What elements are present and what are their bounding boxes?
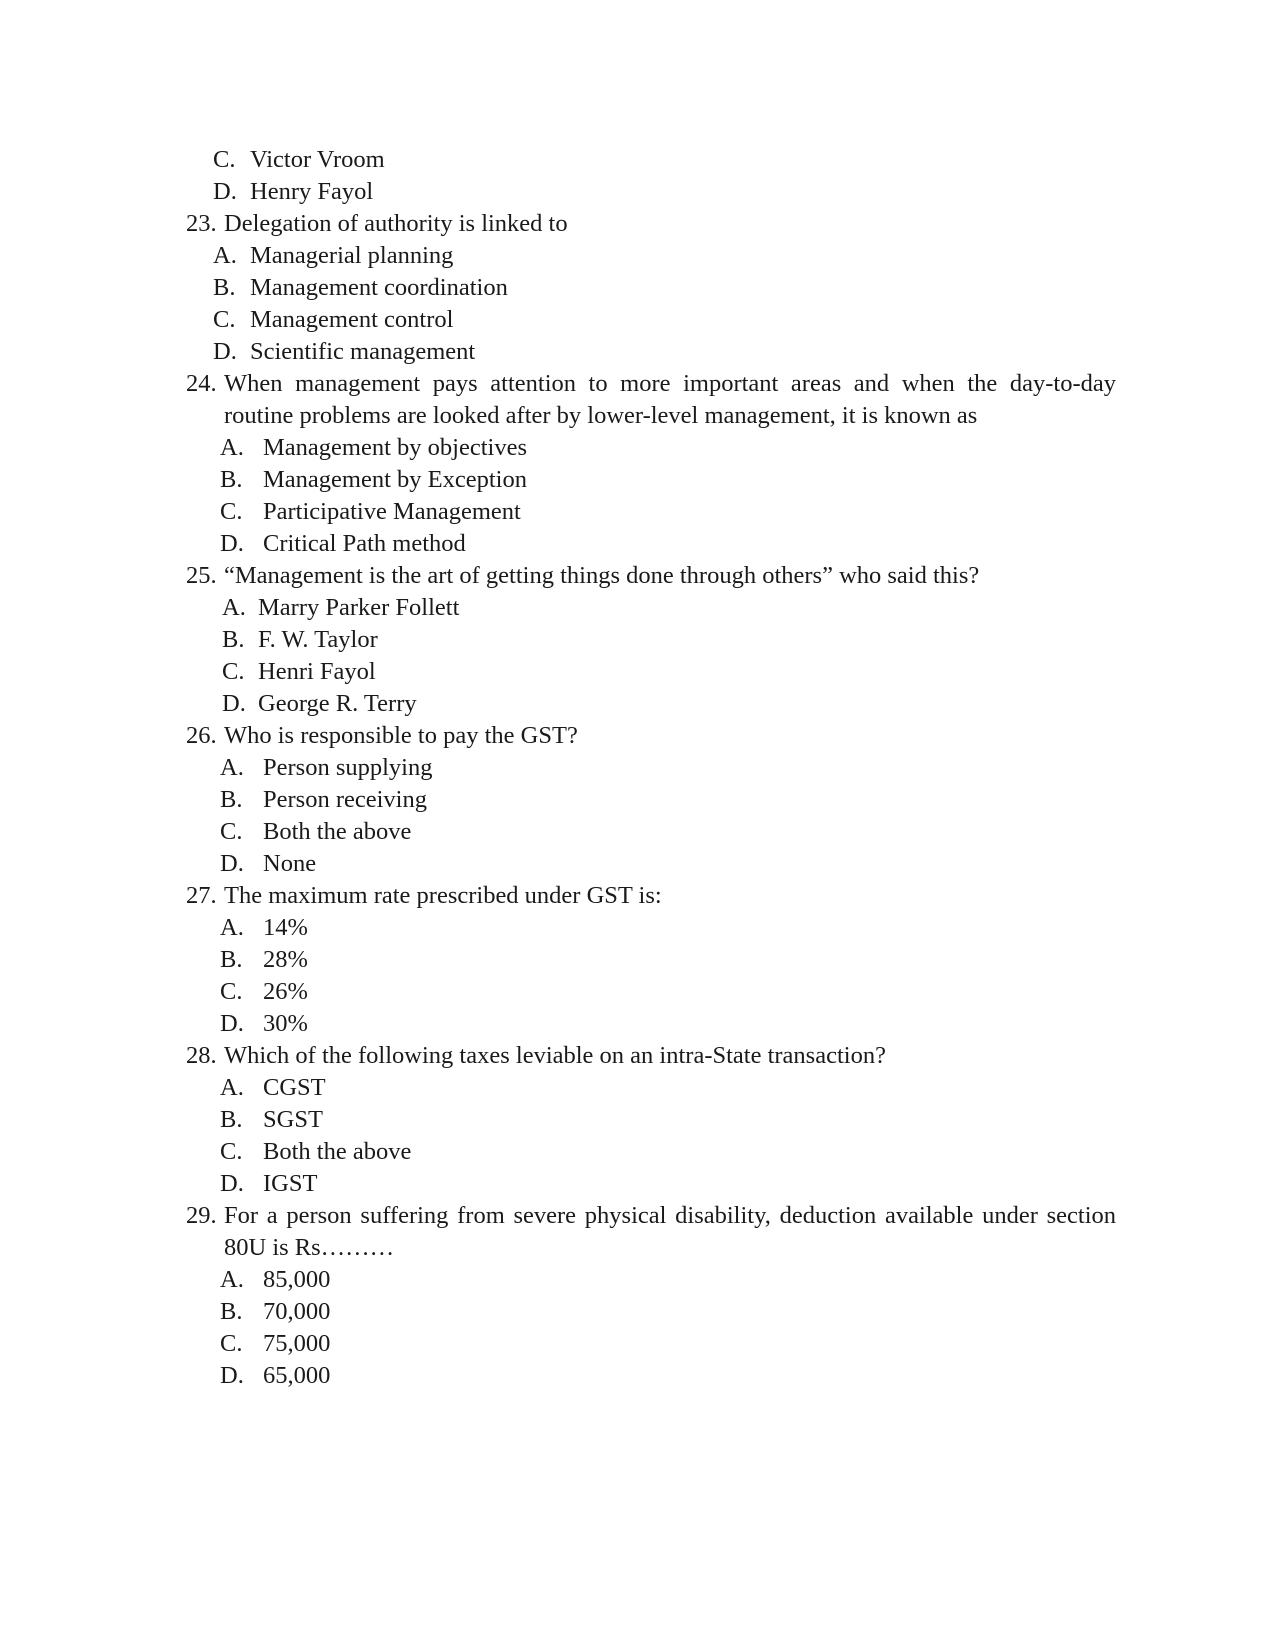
option-text: 75,000 bbox=[263, 1330, 331, 1357]
option-label: B. bbox=[220, 466, 243, 493]
option-text: Person supplying bbox=[263, 754, 433, 781]
option-text: Henri Fayol bbox=[258, 658, 376, 685]
option-label: D. bbox=[213, 178, 237, 205]
option-text: SGST bbox=[263, 1106, 323, 1133]
option-label: A. bbox=[220, 1074, 244, 1101]
option-label: C. bbox=[213, 146, 236, 173]
option-text: 65,000 bbox=[263, 1362, 331, 1389]
option-label: A. bbox=[220, 754, 244, 781]
option-label: D. bbox=[220, 1362, 244, 1389]
option-label: C. bbox=[220, 818, 243, 845]
option-label: A. bbox=[220, 434, 244, 461]
question-number: 24. bbox=[186, 370, 217, 397]
option-label: B. bbox=[213, 274, 236, 301]
question-number: 28. bbox=[186, 1042, 217, 1069]
option-text: Henry Fayol bbox=[250, 178, 374, 205]
option-text: Both the above bbox=[263, 818, 412, 845]
option-label: C. bbox=[213, 306, 236, 333]
question-number: 25. bbox=[186, 562, 217, 589]
question-text: Delegation of authority is linked to bbox=[224, 210, 568, 237]
option-label: D. bbox=[213, 338, 237, 365]
option-label: D. bbox=[220, 1170, 244, 1197]
option-label: B. bbox=[220, 1106, 243, 1133]
question-text: Who is responsible to pay the GST? bbox=[224, 722, 578, 749]
option-label: B. bbox=[220, 1298, 243, 1325]
option-text: Both the above bbox=[263, 1138, 412, 1165]
option-label: A. bbox=[220, 914, 244, 941]
option-text: George R. Terry bbox=[258, 690, 417, 717]
option-text: Victor Vroom bbox=[250, 146, 385, 173]
question-text-line-1: For a person suffering from severe physical disability, deduction available under section bbox=[224, 1202, 1116, 1229]
option-label: C. bbox=[220, 1330, 243, 1357]
option-text: Scientific management bbox=[250, 338, 476, 365]
question-text: “Management is the art of getting things done through others” who said this? bbox=[224, 562, 980, 589]
question-text-line-1: When management pays attention to more important areas and when the day-to-day bbox=[224, 370, 1116, 397]
option-label: D. bbox=[220, 530, 244, 557]
option-label: D. bbox=[222, 690, 246, 717]
option-text: Management coordination bbox=[250, 274, 508, 301]
option-label: A. bbox=[220, 1266, 244, 1293]
option-text: Management control bbox=[250, 306, 454, 333]
question-text-line-2: 80U is Rs……… bbox=[224, 1234, 395, 1261]
option-text: Management by objectives bbox=[263, 434, 527, 461]
option-text: Person receiving bbox=[263, 786, 427, 813]
option-label: C. bbox=[220, 978, 243, 1005]
question-number: 29. bbox=[186, 1202, 217, 1229]
option-text: None bbox=[263, 850, 317, 877]
question-number: 26. bbox=[186, 722, 217, 749]
option-label: D. bbox=[220, 850, 244, 877]
option-text: IGST bbox=[263, 1170, 318, 1197]
option-text: 70,000 bbox=[263, 1298, 331, 1325]
option-text: Managerial planning bbox=[250, 242, 454, 269]
option-label: C. bbox=[220, 498, 243, 525]
option-text: 30% bbox=[263, 1010, 308, 1037]
option-label: B. bbox=[222, 626, 245, 653]
option-text: Management by Exception bbox=[263, 466, 527, 493]
question-number: 27. bbox=[186, 882, 217, 909]
option-text: 14% bbox=[263, 914, 308, 941]
question-text: The maximum rate prescribed under GST is: bbox=[224, 882, 662, 909]
option-label: A. bbox=[222, 594, 246, 621]
option-label: A. bbox=[213, 242, 237, 269]
option-text: Participative Management bbox=[263, 498, 521, 525]
option-label: C. bbox=[220, 1138, 243, 1165]
option-text: 28% bbox=[263, 946, 308, 973]
option-label: C. bbox=[222, 658, 245, 685]
question-number: 23. bbox=[186, 210, 217, 237]
option-text: Marry Parker Follett bbox=[258, 594, 460, 621]
question-text: Which of the following taxes leviable on an intra-State transaction? bbox=[224, 1042, 886, 1069]
question-text-line-2: routine problems are looked after by lower-level management, it is known as bbox=[224, 402, 978, 429]
option-text: 85,000 bbox=[263, 1266, 331, 1293]
option-text: CGST bbox=[263, 1074, 326, 1101]
option-text: Critical Path method bbox=[263, 530, 466, 557]
option-label: B. bbox=[220, 946, 243, 973]
option-label: B. bbox=[220, 786, 243, 813]
option-label: D. bbox=[220, 1010, 244, 1037]
option-text: 26% bbox=[263, 978, 308, 1005]
option-text: F. W. Taylor bbox=[258, 626, 378, 653]
